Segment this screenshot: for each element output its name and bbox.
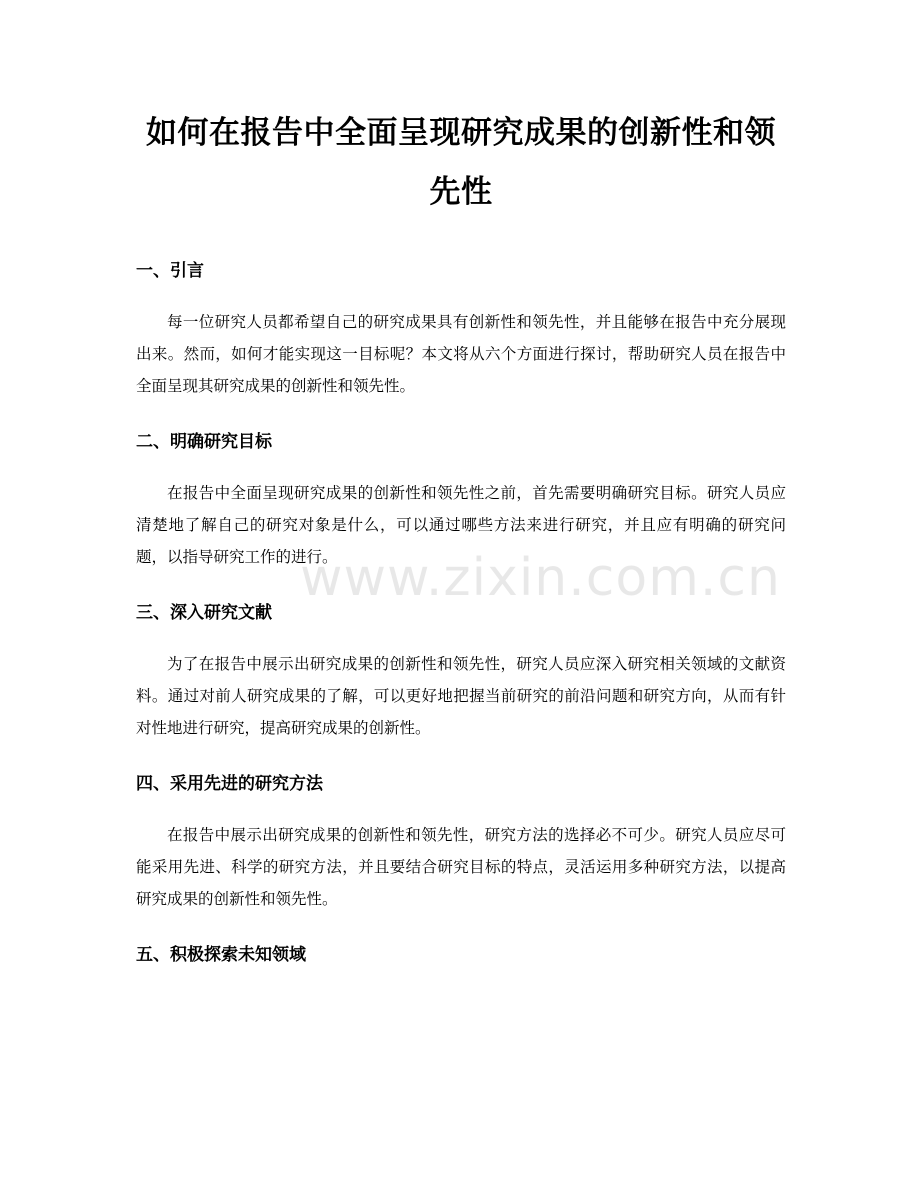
section-paragraph: 为了在报告中展示出研究成果的创新性和领先性，研究人员应深入研究相关领域的文献资料。通过对前人研究成果的了解，可以更好地把握当前研究的前沿问题和研究方向，从而有针对性地进行研究，提高研究成果的创新性。 bbox=[136, 655, 786, 737]
watermark-text: www.zixin.com.cn bbox=[300, 548, 781, 608]
document-title: 如何在报告中全面呈现研究成果的创新性和领先性 bbox=[146, 115, 776, 210]
document-page bbox=[136, 104, 786, 967]
section-heading: 三、深入研究文献 bbox=[136, 603, 272, 623]
section-unknown-fields bbox=[136, 943, 786, 967]
section-literature bbox=[136, 601, 786, 744]
section-introduction bbox=[136, 259, 786, 402]
section-research-goals bbox=[136, 430, 786, 573]
section-heading: 一、引言 bbox=[136, 261, 204, 281]
section-paragraph: 在报告中全面呈现研究成果的创新性和领先性之前，首先需要明确研究目标。研究人员应清楚地了解自己的研究对象是什么，可以通过哪些方法来进行研究，并且应有明确的研究问题，以指导研究工作的进行。 bbox=[136, 484, 786, 566]
section-paragraph: 在报告中展示出研究成果的创新性和领先性，研究方法的选择必不可少。研究人员应尽可能采用先进、科学的研究方法，并且要结合研究目标的特点，灵活运用多种研究方法，以提高研究成果的创新性和领先性。 bbox=[136, 826, 786, 908]
section-heading: 四、采用先进的研究方法 bbox=[136, 774, 323, 794]
section-heading: 五、积极探索未知领域 bbox=[136, 945, 306, 965]
section-paragraph: 每一位研究人员都希望自己的研究成果具有创新性和领先性，并且能够在报告中充分展现出来。然而，如何才能实现这一目标呢？本文将从六个方面进行探讨，帮助研究人员在报告中全面呈现其研究成果的创新性和领先性。 bbox=[136, 313, 786, 395]
section-methods bbox=[136, 772, 786, 915]
section-heading: 二、明确研究目标 bbox=[136, 432, 272, 452]
